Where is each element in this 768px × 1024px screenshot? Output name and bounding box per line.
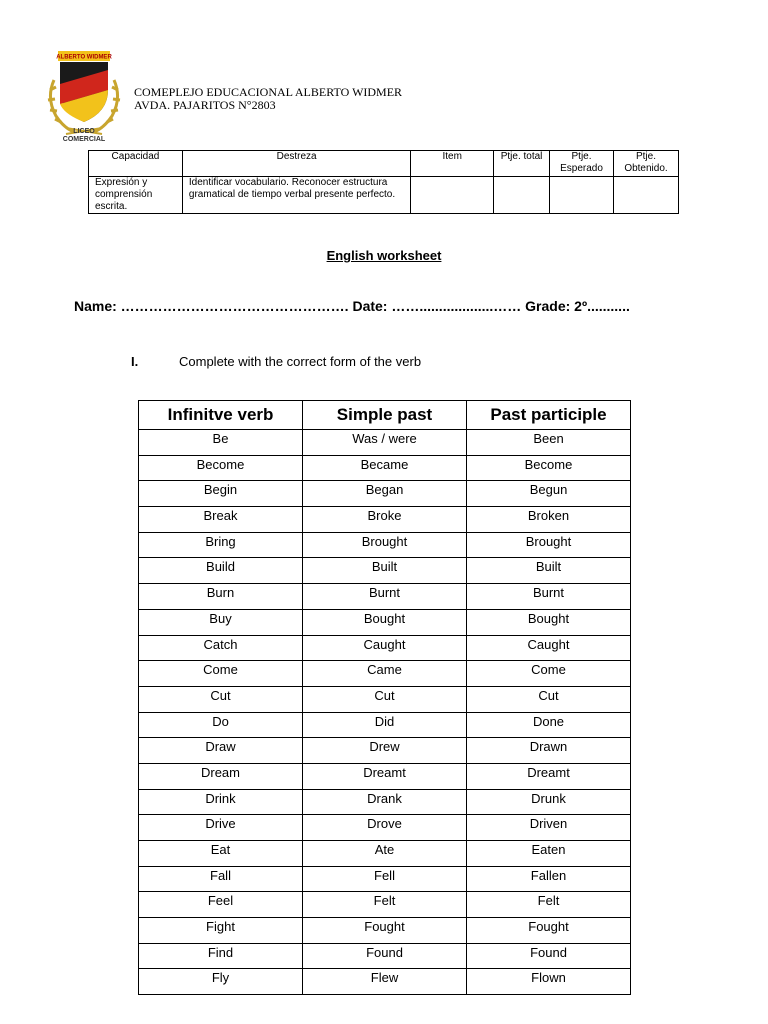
past-participle-cell: Done [467,712,631,738]
simple-past-cell: Flew [303,969,467,995]
table-row [139,789,631,815]
verb-table-body [139,430,631,995]
simple-past-cell: Broke [303,507,467,533]
table-row [139,738,631,764]
past-participle-cell: Broken [467,507,631,533]
simple-past-cell: Drank [303,789,467,815]
infinitive-cell: Be [139,430,303,456]
table-row [139,481,631,507]
infinitive-cell: Fly [139,969,303,995]
past-participle-cell: Become [467,455,631,481]
cell-ptje-total[interactable] [494,177,550,214]
simple-past-cell: Caught [303,635,467,661]
header-ptje-obtenido: Ptje. Obtenido. [614,151,679,177]
table-row [139,584,631,610]
logo-caption-line-2: COMERCIAL [62,136,106,143]
infinitive-cell: Bring [139,532,303,558]
past-participle-cell: Fought [467,918,631,944]
infinitive-cell: Become [139,455,303,481]
past-participle-cell: Dreamt [467,763,631,789]
header-item: Item [411,151,494,177]
worksheet-title-wrap [0,248,768,263]
table-row [139,969,631,995]
logo-banner-text: ALBERTO WIDMER [56,54,112,61]
past-participle-cell: Drawn [467,738,631,764]
evaluation-data-row [89,177,679,214]
past-participle-cell: Built [467,558,631,584]
past-participle-cell: Flown [467,969,631,995]
worksheet-title: English worksheet [326,248,442,263]
simple-past-cell: Became [303,455,467,481]
header-ptje-esperado: Ptje. Esperado [550,151,614,177]
cell-ptje-obtenido[interactable] [614,177,679,214]
past-participle-cell: Felt [467,892,631,918]
infinitive-cell: Begin [139,481,303,507]
simple-past-cell: Began [303,481,467,507]
cell-ptje-esperado[interactable] [550,177,614,214]
section-number: I. [131,354,139,369]
past-participle-cell: Burnt [467,584,631,610]
cell-destreza: Identificar vocabulario. Reconocer estructura gramatical de tiempo verbal presente perfecto. [182,177,410,214]
school-name: COMEPLEJO EDUCACIONAL ALBERTO WIDMER [134,85,403,99]
infinitive-cell: Eat [139,841,303,867]
evaluation-table [88,150,679,214]
simple-past-cell: Built [303,558,467,584]
simple-past-cell: Brought [303,532,467,558]
past-participle-cell: Caught [467,635,631,661]
infinitive-cell: Dream [139,763,303,789]
infinitive-cell: Build [139,558,303,584]
header-destreza: Destreza [182,151,410,177]
table-row [139,635,631,661]
infinitive-cell: Cut [139,686,303,712]
table-row [139,532,631,558]
past-participle-cell: Begun [467,481,631,507]
table-row [139,455,631,481]
header-past-participle: Past participle [467,401,631,430]
cell-item[interactable] [411,177,494,214]
header-ptje-total: Ptje. total [494,151,550,177]
simple-past-cell: Dreamt [303,763,467,789]
infinitive-cell: Burn [139,584,303,610]
infinitive-cell: Fight [139,918,303,944]
past-participle-cell: Fallen [467,866,631,892]
table-row [139,712,631,738]
simple-past-cell: Ate [303,841,467,867]
header-capacidad: Capacidad [89,151,183,177]
past-participle-cell: Driven [467,815,631,841]
simple-past-cell: Was / were [303,430,467,456]
logo-caption [52,128,116,144]
past-participle-cell: Bought [467,609,631,635]
simple-past-cell: Fought [303,918,467,944]
simple-past-cell: Drew [303,738,467,764]
infinitive-cell: Draw [139,738,303,764]
table-row [139,661,631,687]
infinitive-cell: Buy [139,609,303,635]
table-row [139,815,631,841]
table-row [139,430,631,456]
infinitive-cell: Drive [139,815,303,841]
simple-past-cell: Found [303,943,467,969]
table-row [139,558,631,584]
verb-table-header-row [139,401,631,430]
table-row [139,609,631,635]
table-row [139,841,631,867]
past-participle-cell: Drunk [467,789,631,815]
header-infinitive: Infinitve verb [139,401,303,430]
infinitive-cell: Fall [139,866,303,892]
table-row [139,918,631,944]
simple-past-cell: Came [303,661,467,687]
past-participle-cell: Found [467,943,631,969]
table-row [139,763,631,789]
simple-past-cell: Drove [303,815,467,841]
table-row [139,686,631,712]
infinitive-cell: Feel [139,892,303,918]
table-row [139,943,631,969]
infinitive-cell: Catch [139,635,303,661]
past-participle-cell: Brought [467,532,631,558]
infinitive-cell: Drink [139,789,303,815]
simple-past-cell: Did [303,712,467,738]
section-instruction: Complete with the correct form of the verb [179,354,422,369]
table-row [139,892,631,918]
simple-past-cell: Cut [303,686,467,712]
student-info-line[interactable]: Name: …………………………………………. Date: ……...................…… Grade: 2º........... [74,298,630,314]
infinitive-cell: Break [139,507,303,533]
cell-capacidad: Expresión y comprensión escrita. [89,177,183,214]
table-row [139,866,631,892]
infinitive-cell: Come [139,661,303,687]
past-participle-cell: Cut [467,686,631,712]
past-participle-cell: Been [467,430,631,456]
simple-past-cell: Bought [303,609,467,635]
verb-table [138,400,631,995]
infinitive-cell: Find [139,943,303,969]
simple-past-cell: Felt [303,892,467,918]
school-address: AVDA. PAJARITOS N°2803 [134,98,276,112]
simple-past-cell: Burnt [303,584,467,610]
infinitive-cell: Do [139,712,303,738]
past-participle-cell: Come [467,661,631,687]
school-header [134,86,402,112]
header-simple-past: Simple past [303,401,467,430]
simple-past-cell: Fell [303,866,467,892]
logo-caption-line-1: LICEO [73,128,95,135]
table-row [139,507,631,533]
evaluation-header-row [89,151,679,177]
past-participle-cell: Eaten [467,841,631,867]
